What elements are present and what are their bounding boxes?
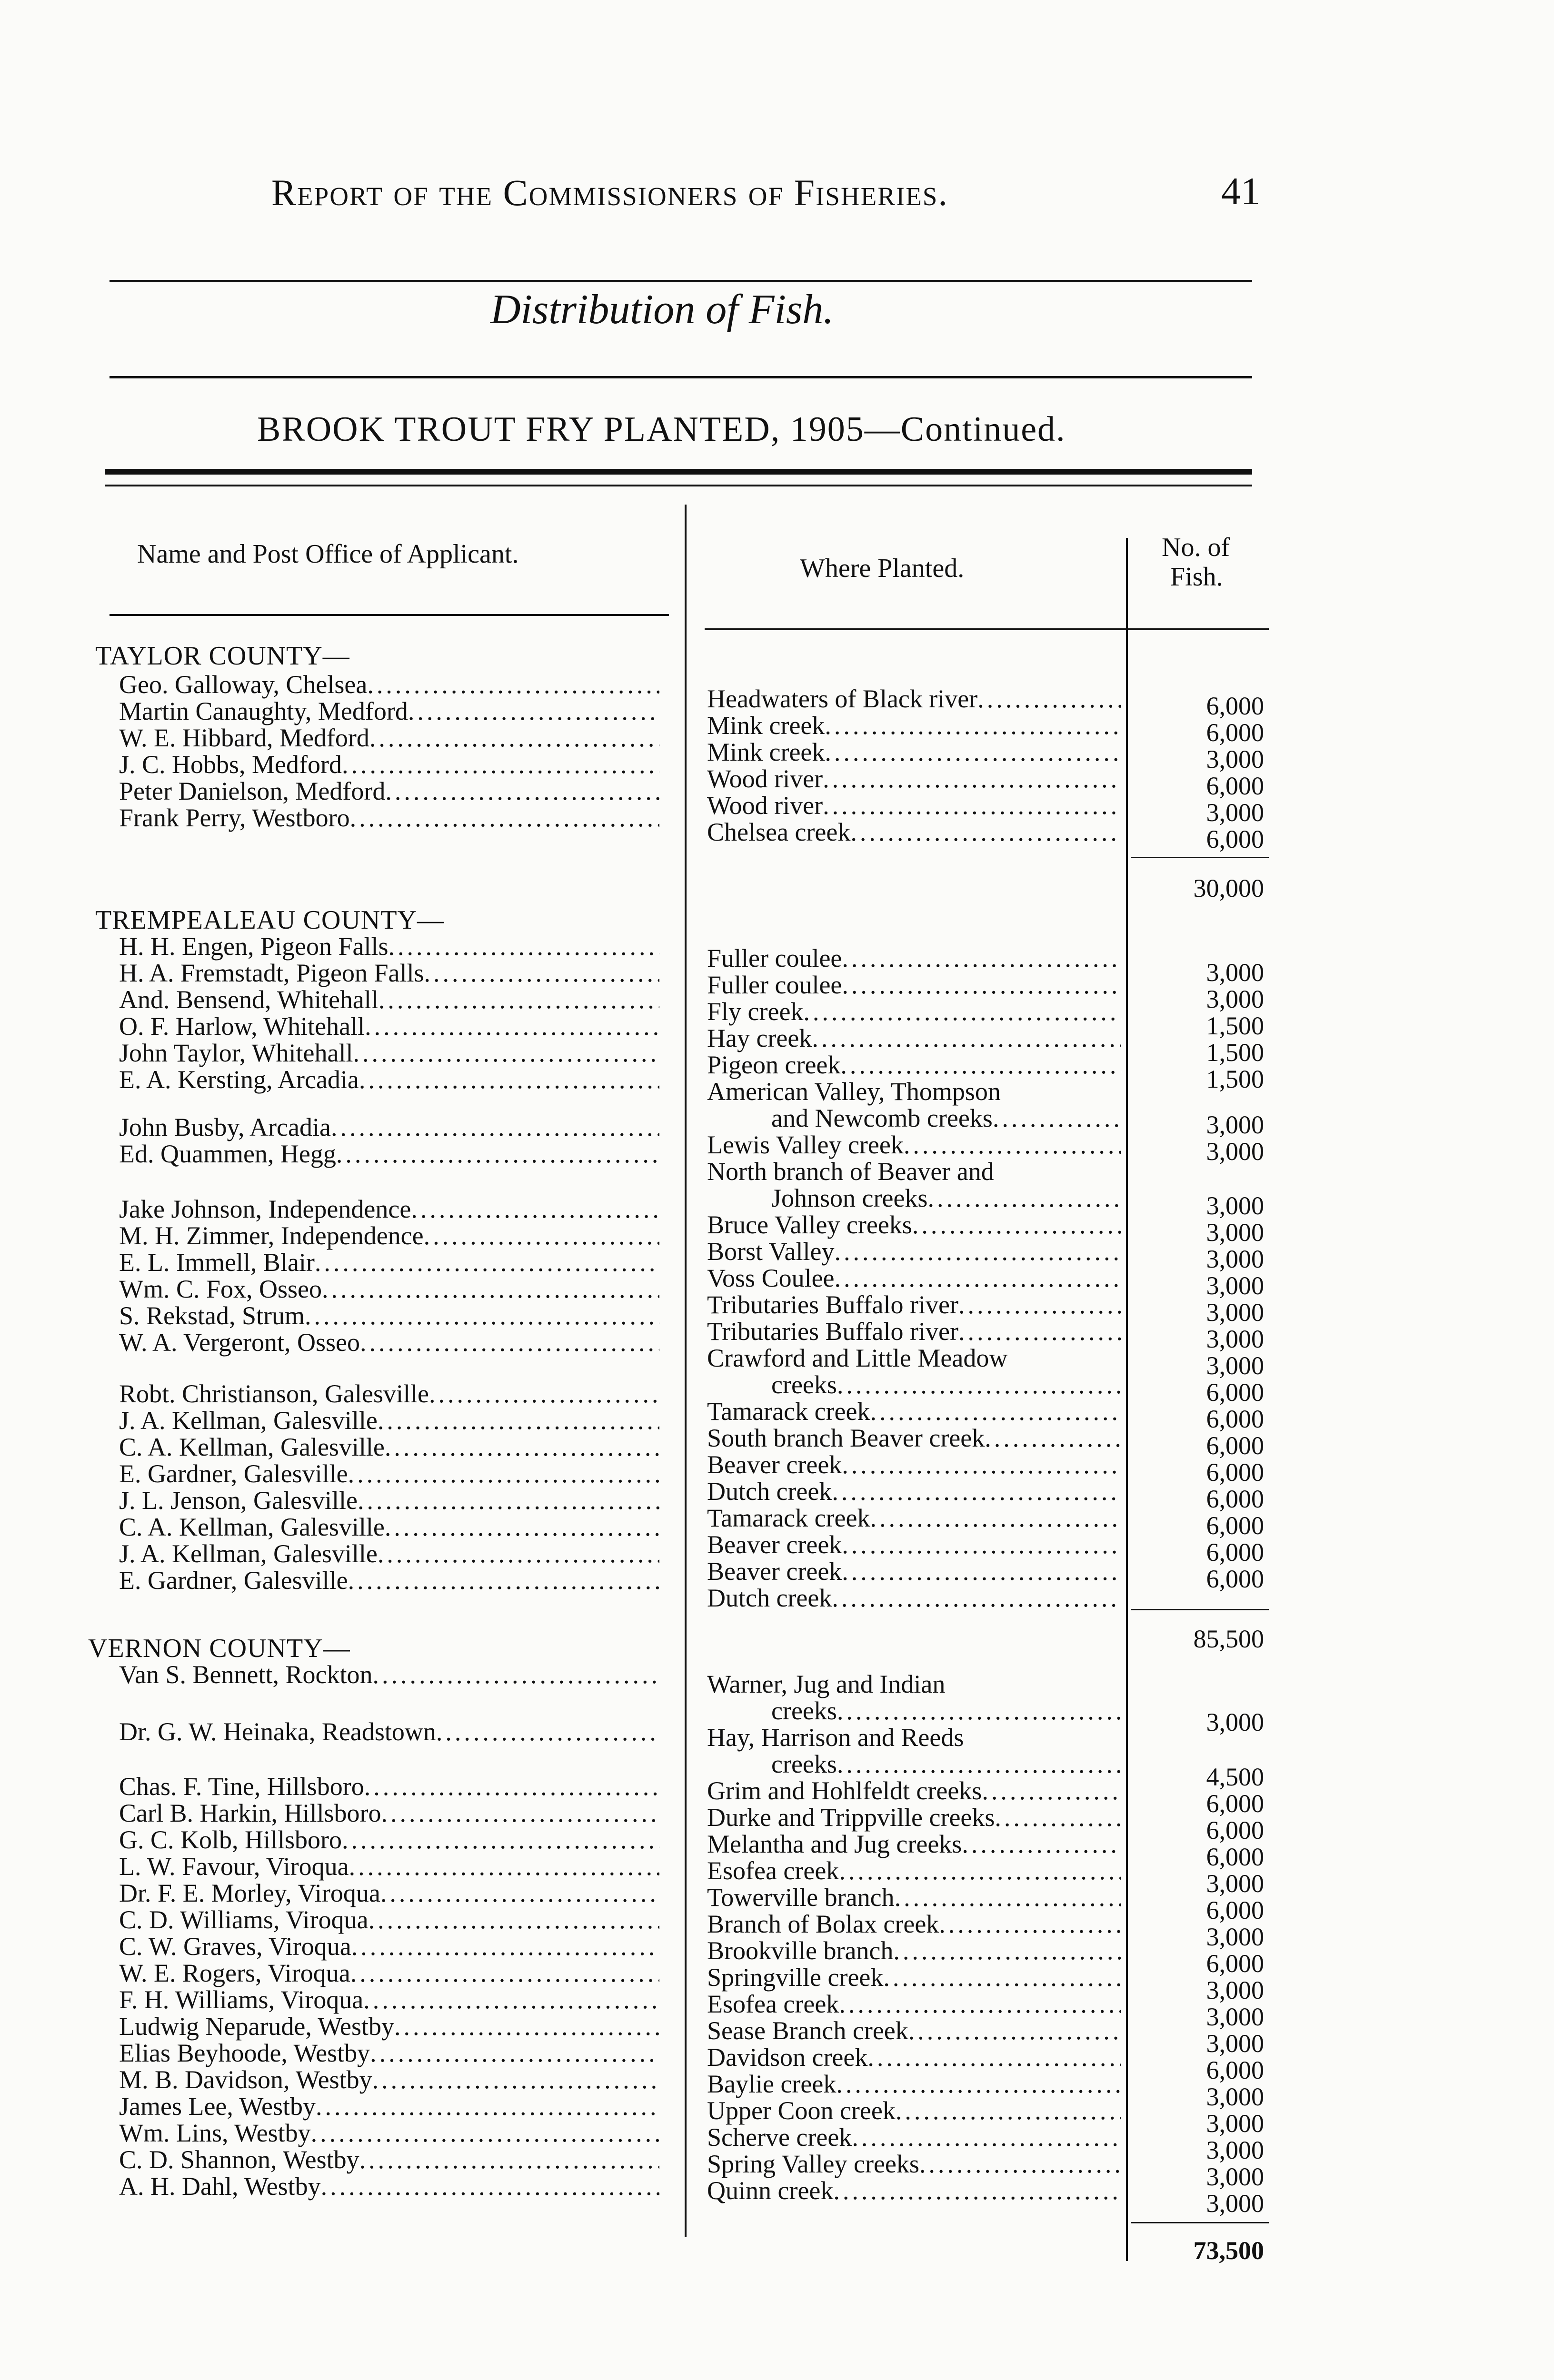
place-entry: Scherve creek ..... [707,2124,1121,2151]
place-entry: Tributaries Buffalo river ..... [707,1318,1121,1345]
place-entry: Borst Valley ..... [707,1238,1121,1265]
applicant-entry: And. Bensend, Whitehall ..... [119,986,659,1013]
applicant-entry: Elias Beyhoode, Westby ..... [119,2040,659,2066]
fish-count: 3,000 [1206,1351,1264,1380]
applicant-entry: J. A. Kellman, Galesville ..... [119,1540,659,1567]
applicant-entry: O. F. Harlow, Whitehall ..... [119,1013,659,1040]
applicant-entry: Dr. G. W. Heinaka, Readstown ..... [119,1718,659,1745]
fish-count: 6,000 [1206,1538,1264,1567]
fish-count: 6,000 [1206,1565,1264,1593]
column-header-count-2: Fish. [1170,562,1223,592]
applicant-entry: Frank Perry, Westboro ..... [119,804,659,831]
county-heading-trempealeau: TREMPEALEAU COUNTY— [95,905,444,935]
applicant-entry: Ed. Quammen, Hegg ..... [119,1140,659,1167]
applicant-entry: C. W. Graves, Viroqua ..... [119,1933,659,1960]
table-title: BROOK TROUT FRY PLANTED, 1905—Continued. [257,410,1066,449]
fish-count: 6,000 [1206,1816,1264,1844]
fish-count: 6,000 [1206,718,1264,747]
place-entry: Quinn creek ..... [707,2177,1121,2204]
applicant-entry: G. C. Kolb, Hillsboro ..... [119,1826,659,1853]
place-entry: Headwaters of Black river ..... [707,685,1121,712]
county-heading-vernon: VERNON COUNTY— [88,1634,350,1663]
place-entry: Davidson creek ..... [707,2044,1121,2071]
applicant-entry: John Taylor, Whitehall ..... [119,1040,659,1066]
place-entry: Beaver creek ..... [707,1451,1121,1478]
place-entry: Fly creek ..... [707,998,1121,1025]
place-entry: Lewis Valley creek ..... [707,1131,1121,1158]
fish-count: 6,000 [1206,1843,1264,1871]
header-underline-left [110,614,669,616]
place-entry: Grim and Hohlfeldt creeks ..... [707,1777,1121,1804]
fish-count: 3,000 [1206,798,1264,827]
place-entry: Tributaries Buffalo river ..... [707,1291,1121,1318]
applicant-entry: Carl B. Harkin, Hillsboro ..... [119,1800,659,1826]
applicant-entry: S. Rekstad, Strum ..... [119,1302,659,1329]
applicant-entry: A. H. Dahl, Westby ..... [119,2173,659,2200]
header-underline-right [705,628,1269,630]
fish-count: 3,000 [1206,1245,1264,1273]
fish-count: 6,000 [1206,772,1264,800]
fish-count: 3,000 [1206,745,1264,774]
applicant-entry: J. L. Jenson, Galesville ..... [119,1487,659,1514]
place-entry: Mink creek ..... [707,739,1121,765]
place-entry-continued: Johnson creeks ..... [771,1185,1121,1211]
county-total-vernon: 73,500 [1193,2236,1264,2265]
place-entry: Tamarack creek ..... [707,1505,1121,1531]
place-entry: Wood river ..... [707,765,1121,792]
place-entry: Warner, Jug and Indian [707,1670,946,1698]
place-entry: American Valley, Thompson [707,1077,1001,1106]
applicant-entry: J. C. Hobbs, Medford ..... [119,751,659,778]
fish-count: 6,000 [1206,1378,1264,1407]
fish-count: 6,000 [1206,1789,1264,1818]
place-entry-continued: creeks ..... [771,1371,1121,1398]
subtotal-rule [1131,1609,1269,1610]
fish-count: 3,000 [1206,2162,1264,2191]
fish-count: 3,000 [1206,2029,1264,2058]
fish-count: 6,000 [1206,1458,1264,1487]
applicant-entry: H. A. Fremstadt, Pigeon Falls ..... [119,960,659,986]
place-entry: Esofea creek ..... [707,1857,1121,1884]
applicant-entry: C. A. Kellman, Galesville ..... [119,1514,659,1540]
place-entry-continued: creeks ..... [771,1751,1121,1777]
fish-count: 1,500 [1206,1038,1264,1067]
fish-count: 3,000 [1206,1137,1264,1166]
column-header-count-1: No. of [1162,533,1230,562]
applicant-entry: C. D. Shannon, Westby ..... [119,2146,659,2173]
fish-count: 6,000 [1206,1405,1264,1433]
place-entry: Mink creek ..... [707,712,1121,739]
fish-count: 3,000 [1206,1869,1264,1898]
column-header-applicant: Name and Post Office of Applicant. [137,539,519,569]
fish-count: 4,500 [1206,1763,1264,1791]
place-entry: Beaver creek ..... [707,1558,1121,1585]
fish-count: 6,000 [1206,692,1264,720]
applicant-entry: Geo. Galloway, Chelsea ..... [119,671,659,698]
place-entry: Upper Coon creek ..... [707,2097,1121,2124]
applicant-entry: W. E. Hibbard, Medford ..... [119,724,659,751]
fish-count: 3,000 [1206,2189,1264,2218]
place-entry: Fuller coulee ..... [707,945,1121,972]
applicant-entry: Wm. C. Fox, Osseo ..... [119,1276,659,1302]
place-entry: Dutch creek ..... [707,1585,1121,1611]
fish-count: 3,000 [1206,958,1264,987]
place-entry: Voss Coulee ..... [707,1265,1121,1291]
applicant-entry: Dr. F. E. Morley, Viroqua ..... [119,1880,659,1906]
place-entry: South branch Beaver creek ..... [707,1425,1121,1451]
place-entry: Melantha and Jug creeks ..... [707,1831,1121,1857]
fish-count: 3,000 [1206,1976,1264,2004]
applicant-entry: E. L. Immell, Blair ..... [119,1249,659,1276]
applicant-entry: E. Gardner, Galesville ..... [119,1567,659,1594]
applicant-entry: John Busby, Arcadia ..... [119,1114,659,1140]
top-rule [110,280,1252,282]
place-entry: Dutch creek ..... [707,1478,1121,1505]
place-entry: Pigeon creek ..... [707,1051,1121,1078]
applicant-entry: C. D. Williams, Viroqua ..... [119,1906,659,1933]
fish-count: 3,000 [1206,1923,1264,1951]
place-entry: Towerville branch ..... [707,1884,1121,1911]
place-entry-continued: creeks ..... [771,1697,1121,1724]
table-top-rule-thick [105,469,1252,475]
place-entry: North branch of Beaver and [707,1157,994,1186]
applicant-entry: M. B. Davidson, Westby ..... [119,2066,659,2093]
place-entry: Esofea creek ..... [707,1991,1121,2017]
applicant-entry: W. E. Rogers, Viroqua ..... [119,1960,659,1986]
applicant-entry: H. H. Engen, Pigeon Falls ..... [119,933,659,960]
fish-count: 3,000 [1206,1191,1264,1220]
place-entry: Sease Branch creek ..... [707,2017,1121,2044]
fish-count: 6,000 [1206,1511,1264,1540]
fish-count: 1,500 [1206,1065,1264,1093]
fish-count: 3,000 [1206,1218,1264,1247]
place-entry: Crawford and Little Meadow [707,1344,1008,1372]
county-heading-taylor: TAYLOR COUNTY— [95,641,350,671]
fish-count: 3,000 [1206,1271,1264,1300]
place-entry: Springville creek ..... [707,1964,1121,1991]
county-total-trempealeau: 85,500 [1193,1625,1264,1653]
fish-count: 3,000 [1206,2136,1264,2164]
fish-count: 1,500 [1206,1012,1264,1040]
applicant-entry: L. W. Favour, Viroqua ..... [119,1853,659,1880]
fish-count: 3,000 [1206,1298,1264,1327]
column-divider-left [685,505,687,2237]
place-entry: Fuller coulee ..... [707,972,1121,998]
applicant-entry: Martin Canaughty, Medford ..... [119,698,659,724]
applicant-entry: E. Gardner, Galesville ..... [119,1460,659,1487]
fish-count: 6,000 [1206,1485,1264,1513]
subtotal-rule [1131,857,1269,858]
running-title: Report of the Commissioners of Fisheries. [271,172,948,213]
applicant-entry: Van S. Bennett, Rockton ..... [119,1661,659,1688]
place-entry: Durke and Trippville creeks ..... [707,1804,1121,1831]
section-rule [110,376,1252,378]
column-header-where: Where Planted. [800,554,965,583]
fish-count: 6,000 [1206,1949,1264,1978]
subtotal-rule [1131,2222,1269,2223]
place-entry: Bruce Valley creeks ..... [707,1211,1121,1238]
applicant-entry: Wm. Lins, Westby ..... [119,2120,659,2146]
fish-count: 6,000 [1206,2056,1264,2084]
fish-count: 3,000 [1206,985,1264,1013]
fish-count: 3,000 [1206,1325,1264,1353]
place-entry: Wood river ..... [707,792,1121,819]
fish-count: 3,000 [1206,2082,1264,2111]
fish-count: 3,000 [1206,1708,1264,1736]
fish-count: 3,000 [1206,2109,1264,2138]
place-entry-continued: and Newcomb creeks ..... [771,1105,1121,1131]
applicant-entry: C. A. Kellman, Galesville ..... [119,1434,659,1460]
applicant-entry: Robt. Christianson, Galesville ..... [119,1380,659,1407]
applicant-entry: E. A. Kersting, Arcadia ..... [119,1066,659,1093]
fish-count: 6,000 [1206,1896,1264,1924]
fish-count: 3,000 [1206,2003,1264,2031]
place-entry: Baylie creek ..... [707,2071,1121,2097]
place-entry: Beaver creek ..... [707,1531,1121,1558]
fish-count: 6,000 [1206,825,1264,853]
applicant-entry: Ludwig Neparude, Westby ..... [119,2013,659,2040]
place-entry: Tamarack creek ..... [707,1398,1121,1425]
page-number: 41 [1221,169,1260,213]
table-top-rule-thin [105,485,1252,486]
place-entry: Brookville branch ..... [707,1937,1121,1964]
applicant-entry: Chas. F. Tine, Hillsboro ..... [119,1773,659,1800]
place-entry: Spring Valley creeks ..... [707,2151,1121,2177]
place-entry: Hay, Harrison and Reeds [707,1723,964,1752]
column-divider-right [1126,538,1128,2261]
fish-count: 6,000 [1206,1431,1264,1460]
fish-count: 3,000 [1206,1111,1264,1139]
applicant-entry: J. A. Kellman, Galesville ..... [119,1407,659,1434]
applicant-entry: Jake Johnson, Independence ..... [119,1196,659,1222]
applicant-entry: M. H. Zimmer, Independence ..... [119,1222,659,1249]
county-total-taylor: 30,000 [1193,874,1264,902]
section-title: Distribution of Fish. [490,287,834,333]
place-entry: Chelsea creek ..... [707,819,1121,845]
place-entry: Hay creek ..... [707,1025,1121,1051]
applicant-entry: W. A. Vergeront, Osseo ..... [119,1329,659,1356]
applicant-entry: F. H. Williams, Viroqua ..... [119,1986,659,2013]
place-entry: Branch of Bolax creek ..... [707,1911,1121,1937]
applicant-entry: James Lee, Westby ..... [119,2093,659,2120]
applicant-entry: Peter Danielson, Medford ..... [119,778,659,804]
